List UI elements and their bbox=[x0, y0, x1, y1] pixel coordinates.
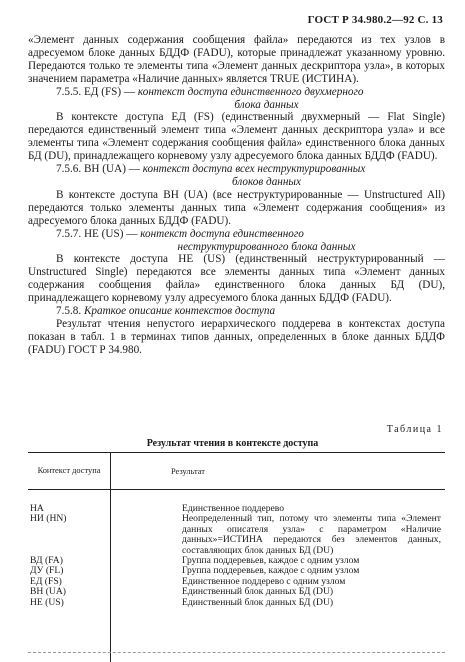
paragraph: В контексте доступа НЕ (US) (единственный неструктурированный — Unstructured Single) передаются все элементы данных типа «Элемент данных содержания сообщения файла» единственного блока данных БД (DU), принадлежащего корневому узлу адресуемого блока данных БДДФ (FADU). bbox=[28, 253, 445, 305]
cell-context: ЕД (FS) bbox=[30, 575, 62, 587]
table-title: Результат чтения в контексте доступа bbox=[146, 438, 319, 449]
section-heading-758 bbox=[28, 305, 445, 318]
section-number: 7.5.8. bbox=[56, 305, 82, 318]
cell-result: Единственное поддерево bbox=[182, 503, 285, 514]
cell-result: Неопределенный тип, потому что элементы типа «Элемент данных описателя узла» с параметром «Наличие данных»=ИСТИНА передаются без элементов данных, составляющих блок данных БД (DU) bbox=[182, 513, 441, 556]
section-title: контекст доступа единственного двухмерного bbox=[137, 85, 364, 98]
column-header-context: Контекст доступа bbox=[28, 453, 111, 489]
cell-context: ВД (FA) bbox=[30, 555, 63, 567]
cell-result: Единственное поддерево с одним узлом bbox=[182, 575, 346, 587]
paragraph: В контексте доступа ВН (UA) (все неструктурированные — Unstructured All) передаются только элементы данных типа «Элемент содержания сообщения» из адресуемого блока данных БДДФ (FADU). bbox=[28, 188, 445, 227]
cell-result: Единственный блок данных БД (DU) bbox=[182, 596, 334, 608]
section-number: 7.5.7. НЕ (US) — bbox=[56, 227, 138, 240]
section-title: контекст доступа всех неструктурированных bbox=[142, 163, 366, 176]
section-title: контекст доступа единственного bbox=[140, 227, 304, 240]
section-title-cont: блока данных bbox=[234, 98, 299, 111]
cell-context: НЕ (US) bbox=[30, 596, 64, 608]
cell-result: Единственный блок данных БД (DU) bbox=[182, 586, 334, 598]
paragraph: Результат чтения непустого иерархического поддерева в контекстах доступа показан в табл. 1 в терминах типов данных, определенных в блоке данных БДДФ (FADU) ГОСТ Р 34.980. bbox=[28, 317, 445, 356]
paragraph: В контексте доступа ЕД (FS) (единственный двухмерный — Flat Single) передаются единственный элемент типа «Элемент данных дескриптора узла» и все элементы типа «Элемент содержания сообщения файла» единственного блока данных БД (DU), принадлежащего корневому узлу адресуемого блока данных БДДФ (FADU). bbox=[28, 111, 445, 163]
table-row bbox=[28, 598, 445, 608]
cell-context: НИ (HN) bbox=[30, 513, 67, 525]
section-number: 7.5.5. ЕД (FS) — bbox=[56, 85, 136, 98]
footer-divider bbox=[28, 652, 445, 653]
paragraph: «Элемент данных содержания сообщения файла» передаются из тех узлов в адресуемом блоке данных БДДФ (FADU), которые принадлежат указанному уровню. Передаются только те элементы типа «Элемент данных дескриптора узла», в которых значением параметра «Наличие данных» является TRUE (ИСТИНА). bbox=[28, 34, 445, 85]
page-header: ГОСТ Р 34.980.2—92 С. 13 bbox=[307, 14, 443, 26]
section-heading-757 bbox=[28, 228, 445, 241]
body-text bbox=[28, 34, 445, 357]
section-title-cont: неструктурированного блока данных bbox=[177, 240, 356, 253]
column-header-result: Результат bbox=[171, 466, 205, 476]
table-header bbox=[28, 453, 445, 490]
table-row bbox=[28, 514, 445, 556]
cell-result: Группа поддеревьев, каждое с одним узлом bbox=[182, 555, 360, 567]
cell-context: ДУ (FL) bbox=[30, 565, 64, 577]
section-title-cont: блоков данных bbox=[232, 175, 301, 188]
results-table bbox=[28, 452, 445, 608]
section-heading-755 bbox=[28, 86, 445, 99]
section-heading-756 bbox=[28, 163, 445, 176]
column-divider bbox=[110, 490, 111, 662]
cell-result: Группа поддеревьев, каждое с одним узлом bbox=[182, 565, 360, 577]
table-label: Таблица 1 bbox=[386, 424, 443, 435]
table-body bbox=[28, 490, 445, 608]
section-number: 7.5.6. ВН (UA) — bbox=[56, 163, 140, 176]
section-title: Краткое описание контекстов доступа bbox=[83, 305, 276, 318]
cell-context: ВН (UA) bbox=[30, 586, 66, 598]
cell-context: НА bbox=[30, 503, 44, 514]
